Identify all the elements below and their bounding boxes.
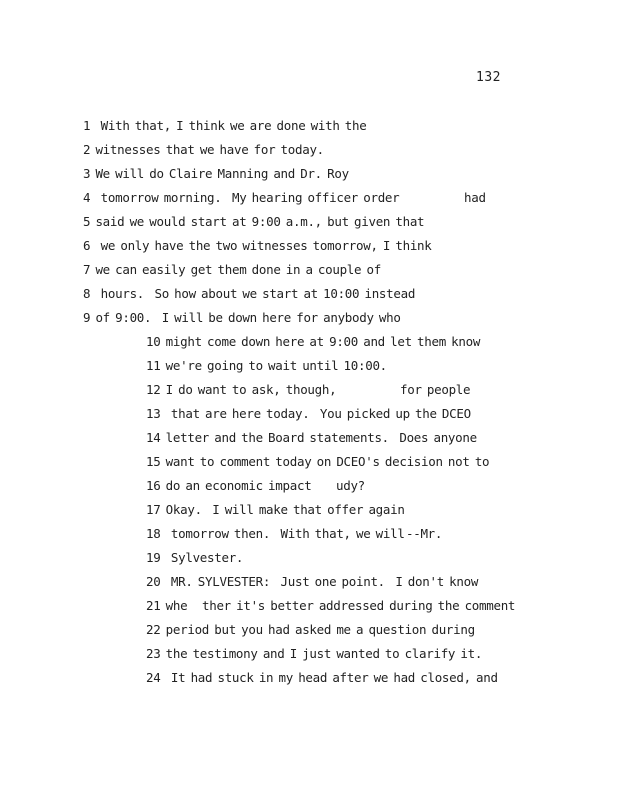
transcript-line-12: 12 I do want to ask, though, bbox=[146, 382, 337, 397]
transcript-line-13: 13 that are here today. You picked up the DCEO bbox=[146, 406, 471, 421]
transcript-line-10: 10 might come down here at 9:00 and let them know bbox=[146, 334, 481, 349]
transcript-line-19: 19 Sylvester. bbox=[146, 550, 244, 565]
transcript-line-15: 15 want to comment today on DCEO's decision not to bbox=[146, 454, 490, 469]
transcript-line-8: 8 hours. So how about we start at 10:00 instead bbox=[83, 286, 416, 301]
transcript-line-24: 24 It had stuck in my head after we had closed, and bbox=[146, 670, 498, 685]
transcript-line-20: 20 MR. SYLVESTER: Just one point. I don't know bbox=[146, 574, 479, 589]
transcript-line-2: 2 witnesses that we have for today. bbox=[83, 142, 324, 157]
transcript-fragment-for-people: for people bbox=[400, 382, 471, 397]
transcript-line-1: 1 With that, I think we are done with the bbox=[83, 118, 367, 133]
transcript-line-4: 4 tomorrow morning. My hearing officer order bbox=[83, 190, 400, 205]
transcript-line-14: 14 letter and the Board statements. Does anyone bbox=[146, 430, 477, 445]
transcript-fragment-ther: ther it's better addressed during the comment bbox=[202, 598, 516, 613]
transcript-line-5: 5 said we would start at 9:00 a.m., but given that bbox=[83, 214, 425, 229]
transcript-line-18: 18 tomorrow then. With that, we will bbox=[146, 526, 405, 541]
page-number: 132 bbox=[476, 70, 501, 85]
transcript-line-22: 22 period but you had asked me a question during bbox=[146, 622, 475, 637]
transcript-line-21: 21 whe bbox=[146, 598, 188, 613]
transcript-fragment-udy: udy? bbox=[336, 478, 365, 493]
transcript-line-23: 23 the testimony and I just wanted to clarify it. bbox=[146, 646, 483, 661]
transcript-line-17: 17 Okay. I will make that offer again bbox=[146, 502, 405, 517]
transcript-fragment-dash-mr: --Mr. bbox=[406, 526, 443, 541]
transcript-line-7: 7 we can easily get them done in a couple of bbox=[83, 262, 381, 277]
transcript-line-11: 11 we're going to wait until 10:00. bbox=[146, 358, 387, 373]
transcript-line-3: 3 We will do Claire Manning and Dr. Roy bbox=[83, 166, 349, 181]
transcript-fragment-had: had bbox=[464, 190, 486, 205]
transcript-line-9: 9 of 9:00. I will be down here for anybody who bbox=[83, 310, 401, 325]
transcript-line-16: 16 do an economic impact bbox=[146, 478, 312, 493]
transcript-line-6: 6 we only have the two witnesses tomorrow, I think bbox=[83, 238, 432, 253]
